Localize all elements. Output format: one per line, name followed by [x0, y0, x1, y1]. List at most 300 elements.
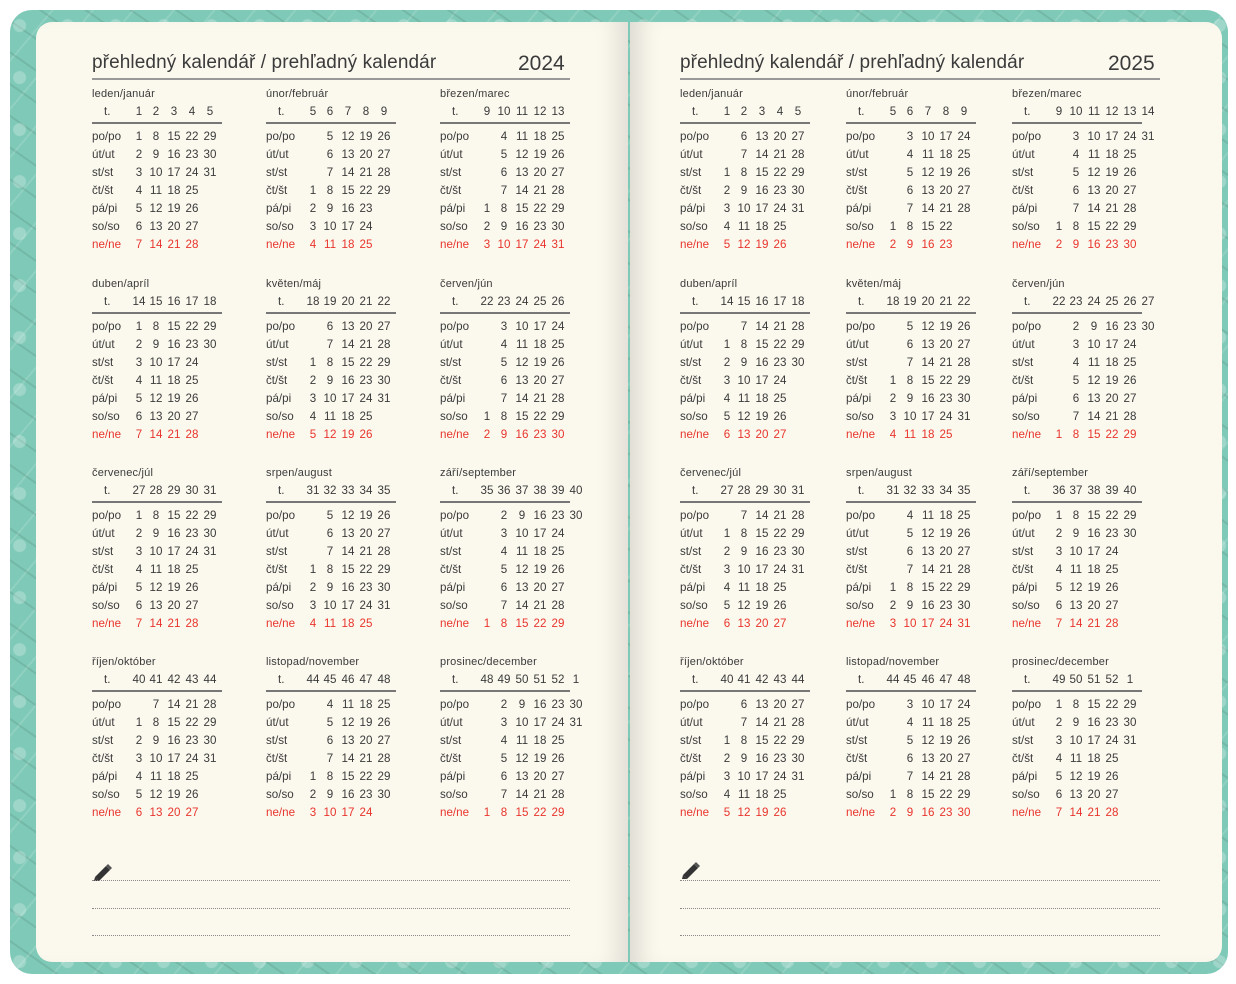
weekday-label: so/so	[680, 409, 708, 423]
day-row	[92, 579, 252, 597]
day-number: 8	[152, 129, 160, 143]
weekday-label: st/st	[440, 355, 462, 369]
day-number: 3	[135, 544, 143, 558]
day-number: 13	[341, 147, 355, 161]
day-number: 15	[167, 319, 181, 333]
week-number: 37	[515, 484, 529, 497]
day-number: 19	[359, 715, 373, 729]
notes-line[interactable]	[680, 908, 1160, 909]
day-number: 8	[906, 219, 914, 233]
weekday-label: čt/št	[440, 183, 462, 197]
day-number: 2	[135, 337, 143, 351]
day-row	[680, 579, 840, 597]
day-number: 26	[551, 147, 565, 161]
day-number: 1	[889, 373, 897, 387]
day-number: 5	[723, 409, 731, 423]
day-number: 21	[1087, 805, 1101, 819]
day-number: 26	[773, 805, 787, 819]
day-row	[440, 128, 600, 146]
day-row	[440, 164, 600, 182]
day-number: 26	[1123, 373, 1137, 387]
day-number: 17	[1087, 733, 1101, 747]
day-row	[440, 732, 600, 750]
day-number: 19	[167, 391, 181, 405]
weekday-label: čt/št	[1012, 751, 1034, 765]
week-number: 42	[167, 673, 181, 686]
day-number: 3	[135, 751, 143, 765]
day-row	[92, 354, 252, 372]
day-number: 30	[569, 508, 583, 522]
day-number: 6	[740, 697, 748, 711]
day-number: 20	[359, 319, 373, 333]
sunday-row	[440, 236, 600, 254]
weekday-label: út/ut	[266, 147, 289, 161]
month-name: únor/február	[846, 88, 909, 100]
day-row	[266, 507, 426, 525]
week-number: 31	[203, 484, 217, 497]
day-number: 31	[957, 616, 971, 630]
day-number: 24	[773, 373, 787, 387]
day-number: 5	[1055, 769, 1063, 783]
day-number: 22	[939, 580, 953, 594]
day-number: 6	[326, 147, 334, 161]
day-number: 8	[740, 165, 748, 179]
day-row	[92, 128, 252, 146]
title-rule	[680, 78, 1160, 80]
day-number: 31	[957, 409, 971, 423]
day-number: 2	[889, 391, 897, 405]
month-block	[440, 654, 600, 822]
weekday-label: ne/ne	[92, 237, 122, 251]
day-number: 11	[1087, 355, 1101, 369]
page-2024	[36, 22, 628, 962]
day-number: 3	[906, 129, 914, 143]
day-number: 23	[939, 598, 953, 612]
day-number: 30	[203, 526, 217, 540]
weekday-label: čt/št	[92, 373, 114, 387]
week-number: 24	[515, 295, 529, 308]
weekday-label: po/po	[680, 129, 710, 143]
week-numbers	[440, 481, 600, 501]
month-block	[1012, 86, 1172, 254]
day-number: 11	[737, 787, 751, 801]
day-number: 9	[906, 237, 914, 251]
day-number: 15	[755, 733, 769, 747]
week-number: 26	[1123, 295, 1137, 308]
weekday-label: so/so	[440, 219, 468, 233]
day-number: 26	[957, 733, 971, 747]
day-number: 19	[939, 165, 953, 179]
week-rule	[92, 501, 222, 503]
day-number: 13	[1087, 391, 1101, 405]
month-name: leden/január	[680, 88, 743, 100]
month-block	[92, 465, 252, 633]
week-number: 4	[776, 105, 784, 118]
day-row	[92, 200, 252, 218]
month-name: březen/marec	[1012, 88, 1082, 100]
day-number: 30	[791, 355, 805, 369]
week-number: 20	[921, 295, 935, 308]
week-label: t.	[1024, 673, 1031, 686]
day-number: 31	[791, 201, 805, 215]
day-row	[92, 390, 252, 408]
day-number: 26	[773, 237, 787, 251]
weekday-label: pá/pi	[440, 201, 466, 215]
notes-line[interactable]	[92, 935, 570, 936]
day-number: 20	[533, 580, 547, 594]
day-number: 21	[359, 751, 373, 765]
weekday-label: so/so	[846, 409, 874, 423]
weekday-label: pá/pi	[846, 391, 872, 405]
day-number: 8	[1072, 697, 1080, 711]
day-number: 31	[203, 751, 217, 765]
day-number: 16	[1087, 715, 1101, 729]
day-row	[440, 525, 600, 543]
day-number: 30	[1141, 319, 1155, 333]
day-number: 26	[551, 562, 565, 576]
sunday-row	[846, 804, 1006, 822]
month-block	[92, 276, 252, 444]
weekday-label: út/ut	[680, 715, 703, 729]
day-number: 30	[791, 751, 805, 765]
day-number: 27	[551, 580, 565, 594]
day-number: 5	[326, 508, 334, 522]
day-number: 4	[723, 787, 731, 801]
day-number: 25	[1105, 751, 1119, 765]
week-number: 45	[903, 673, 917, 686]
day-number: 25	[551, 733, 565, 747]
day-number: 9	[152, 147, 160, 161]
week-number: 51	[533, 673, 547, 686]
day-number: 14	[1087, 201, 1101, 215]
day-number: 21	[939, 562, 953, 576]
day-number: 28	[551, 787, 565, 801]
day-number: 26	[773, 409, 787, 423]
day-row	[266, 372, 426, 390]
weekday-label: po/po	[680, 319, 710, 333]
day-number: 12	[737, 805, 751, 819]
week-number: 22	[957, 295, 971, 308]
day-number: 25	[773, 580, 787, 594]
day-number: 24	[185, 751, 199, 765]
day-number: 10	[1069, 733, 1083, 747]
weekday-label: so/so	[440, 409, 468, 423]
day-row	[1012, 372, 1172, 390]
notes-line[interactable]	[92, 908, 570, 909]
day-number: 29	[203, 129, 217, 143]
day-number: 1	[723, 165, 731, 179]
day-row	[266, 336, 426, 354]
weekday-label: út/ut	[846, 526, 869, 540]
week-number: 10	[1069, 105, 1083, 118]
day-number: 3	[483, 237, 491, 251]
day-number: 15	[167, 715, 181, 729]
day-number: 24	[359, 805, 373, 819]
weekday-label: st/st	[440, 544, 462, 558]
day-row	[680, 507, 840, 525]
day-number: 16	[1105, 319, 1119, 333]
weekday-label: pá/pi	[440, 391, 466, 405]
week-numbers	[92, 481, 252, 501]
week-number: 28	[149, 484, 163, 497]
day-number: 12	[341, 129, 355, 143]
day-number: 10	[737, 373, 751, 387]
day-number: 12	[921, 733, 935, 747]
day-number: 7	[500, 391, 508, 405]
day-number: 11	[515, 337, 529, 351]
week-rule	[266, 501, 396, 503]
day-row	[440, 561, 600, 579]
page-year: 2025	[1108, 52, 1155, 75]
week-label: t.	[104, 484, 111, 497]
day-number: 25	[957, 508, 971, 522]
day-number: 21	[939, 355, 953, 369]
day-number: 30	[1123, 526, 1137, 540]
day-row	[266, 218, 426, 236]
notes-line[interactable]	[680, 935, 1160, 936]
day-number: 3	[1072, 129, 1080, 143]
month-name: prosinec/december	[440, 656, 537, 668]
week-label: t.	[858, 105, 865, 118]
day-number: 10	[497, 237, 511, 251]
day-number: 13	[1069, 787, 1083, 801]
pencil-icon	[680, 860, 702, 880]
day-number: 7	[135, 237, 143, 251]
day-row	[440, 182, 600, 200]
weekday-label: ne/ne	[266, 616, 296, 630]
day-row	[92, 182, 252, 200]
weekday-label: so/so	[846, 787, 874, 801]
day-number: 8	[1072, 219, 1080, 233]
day-number: 16	[1087, 237, 1101, 251]
weekday-label: st/st	[1012, 355, 1034, 369]
week-numbers	[846, 292, 1006, 312]
sunday-row	[92, 615, 252, 633]
weekday-label: po/po	[846, 508, 876, 522]
weekday-label: so/so	[92, 787, 120, 801]
day-number: 26	[957, 319, 971, 333]
day-row	[680, 768, 840, 786]
day-row	[1012, 732, 1172, 750]
day-number: 16	[341, 201, 355, 215]
day-number: 11	[149, 373, 163, 387]
week-number: 44	[886, 673, 900, 686]
week-number: 36	[497, 484, 511, 497]
day-number: 11	[921, 715, 935, 729]
day-number: 28	[957, 769, 971, 783]
day-number: 10	[323, 598, 337, 612]
day-number: 3	[723, 373, 731, 387]
day-number: 1	[309, 355, 317, 369]
week-number: 36	[1052, 484, 1066, 497]
weekday-label: pá/pi	[1012, 391, 1038, 405]
day-number: 28	[791, 508, 805, 522]
notes-line[interactable]	[680, 880, 1160, 881]
day-number: 10	[737, 562, 751, 576]
day-number: 11	[515, 733, 529, 747]
day-number: 14	[755, 147, 769, 161]
week-numbers	[440, 670, 600, 690]
week-numbers	[846, 481, 1006, 501]
week-number: 18	[306, 295, 320, 308]
day-number: 9	[1072, 715, 1080, 729]
notes-line[interactable]	[92, 880, 570, 881]
week-number: 6	[326, 105, 334, 118]
day-number: 18	[939, 147, 953, 161]
day-row	[1012, 336, 1172, 354]
weekday-label: út/ut	[680, 526, 703, 540]
weekday-label: út/ut	[680, 147, 703, 161]
day-number: 16	[1087, 526, 1101, 540]
day-number: 23	[773, 355, 787, 369]
day-number: 3	[309, 391, 317, 405]
day-number: 26	[551, 355, 565, 369]
week-number: 28	[737, 484, 751, 497]
month-name: říjen/október	[92, 656, 156, 668]
day-number: 18	[341, 237, 355, 251]
month-block	[1012, 465, 1172, 633]
day-number: 5	[309, 427, 317, 441]
week-label: t.	[278, 484, 285, 497]
day-row	[266, 128, 426, 146]
week-number: 7	[344, 105, 352, 118]
day-number: 22	[939, 787, 953, 801]
week-numbers	[1012, 670, 1172, 690]
month-block	[92, 86, 252, 254]
day-number: 8	[326, 562, 334, 576]
day-number: 13	[149, 805, 163, 819]
day-number: 14	[515, 391, 529, 405]
day-number: 30	[569, 697, 583, 711]
day-number: 10	[1087, 129, 1101, 143]
month-name: duben/apríl	[92, 278, 150, 290]
day-number: 16	[515, 427, 529, 441]
weekday-label: po/po	[92, 319, 122, 333]
day-row	[846, 164, 1006, 182]
day-number: 16	[533, 508, 547, 522]
day-number: 5	[1055, 580, 1063, 594]
day-number: 22	[359, 562, 373, 576]
week-number: 21	[359, 295, 373, 308]
week-number: 31	[306, 484, 320, 497]
day-number: 22	[773, 733, 787, 747]
day-number: 1	[483, 616, 491, 630]
week-numbers	[92, 670, 252, 690]
sunday-row	[1012, 426, 1172, 444]
day-number: 27	[377, 733, 391, 747]
day-number: 13	[515, 165, 529, 179]
week-number: 21	[939, 295, 953, 308]
day-number: 21	[773, 508, 787, 522]
day-number: 21	[359, 165, 373, 179]
day-number: 10	[323, 805, 337, 819]
day-number: 9	[1090, 319, 1098, 333]
day-number: 26	[377, 129, 391, 143]
weekday-label: so/so	[440, 787, 468, 801]
day-number: 24	[359, 219, 373, 233]
day-number: 12	[341, 508, 355, 522]
weekday-label: út/ut	[266, 526, 289, 540]
day-number: 29	[203, 508, 217, 522]
weekday-label: čt/št	[680, 562, 702, 576]
day-number: 19	[167, 580, 181, 594]
day-number: 7	[135, 616, 143, 630]
day-number: 15	[515, 201, 529, 215]
day-number: 5	[326, 715, 334, 729]
weekday-label: čt/št	[440, 373, 462, 387]
day-number: 29	[791, 337, 805, 351]
weekday-label: pá/pi	[92, 391, 118, 405]
week-number: 15	[149, 295, 163, 308]
week-rule	[846, 501, 976, 503]
day-number: 8	[740, 733, 748, 747]
day-number: 10	[737, 201, 751, 215]
day-number: 26	[185, 391, 199, 405]
day-number: 12	[737, 409, 751, 423]
day-number: 7	[906, 355, 914, 369]
day-number: 17	[167, 544, 181, 558]
day-number: 28	[1105, 616, 1119, 630]
week-rule	[92, 312, 222, 314]
weekday-label: po/po	[680, 697, 710, 711]
day-number: 8	[1072, 508, 1080, 522]
week-number: 19	[323, 295, 337, 308]
day-number: 4	[500, 733, 508, 747]
day-number: 11	[1087, 147, 1101, 161]
month-name: červen/jún	[1012, 278, 1065, 290]
weekday-label: pá/pi	[1012, 769, 1038, 783]
day-number: 21	[773, 715, 787, 729]
weekday-label: pá/pi	[92, 580, 118, 594]
weekday-label: st/st	[440, 165, 462, 179]
week-number: 49	[1052, 673, 1066, 686]
day-number: 1	[309, 183, 317, 197]
pencil-icon	[92, 862, 114, 882]
weekday-label: ne/ne	[92, 805, 122, 819]
day-number: 21	[533, 787, 547, 801]
day-row	[440, 354, 600, 372]
weekday-label: st/st	[846, 355, 868, 369]
week-number: 30	[773, 484, 787, 497]
month-block	[440, 276, 600, 444]
day-number: 15	[341, 183, 355, 197]
day-number: 2	[723, 183, 731, 197]
day-number: 15	[1087, 219, 1101, 233]
day-number: 6	[500, 165, 508, 179]
day-row	[680, 408, 840, 426]
week-label: t.	[278, 105, 285, 118]
week-label: t.	[104, 105, 111, 118]
day-number: 3	[309, 219, 317, 233]
day-row	[846, 218, 1006, 236]
month-block	[846, 465, 1006, 633]
week-number: 9	[483, 105, 491, 118]
day-row	[680, 164, 840, 182]
day-number: 2	[500, 697, 508, 711]
day-number: 18	[921, 427, 935, 441]
week-number: 27	[720, 484, 734, 497]
day-number: 27	[1123, 391, 1137, 405]
day-number: 30	[957, 598, 971, 612]
day-number: 16	[341, 580, 355, 594]
day-row	[1012, 408, 1172, 426]
day-row	[680, 732, 840, 750]
day-number: 6	[906, 337, 914, 351]
weekday-label: st/st	[266, 733, 288, 747]
day-number: 7	[326, 751, 334, 765]
day-number: 3	[889, 409, 897, 423]
day-number: 7	[1072, 409, 1080, 423]
